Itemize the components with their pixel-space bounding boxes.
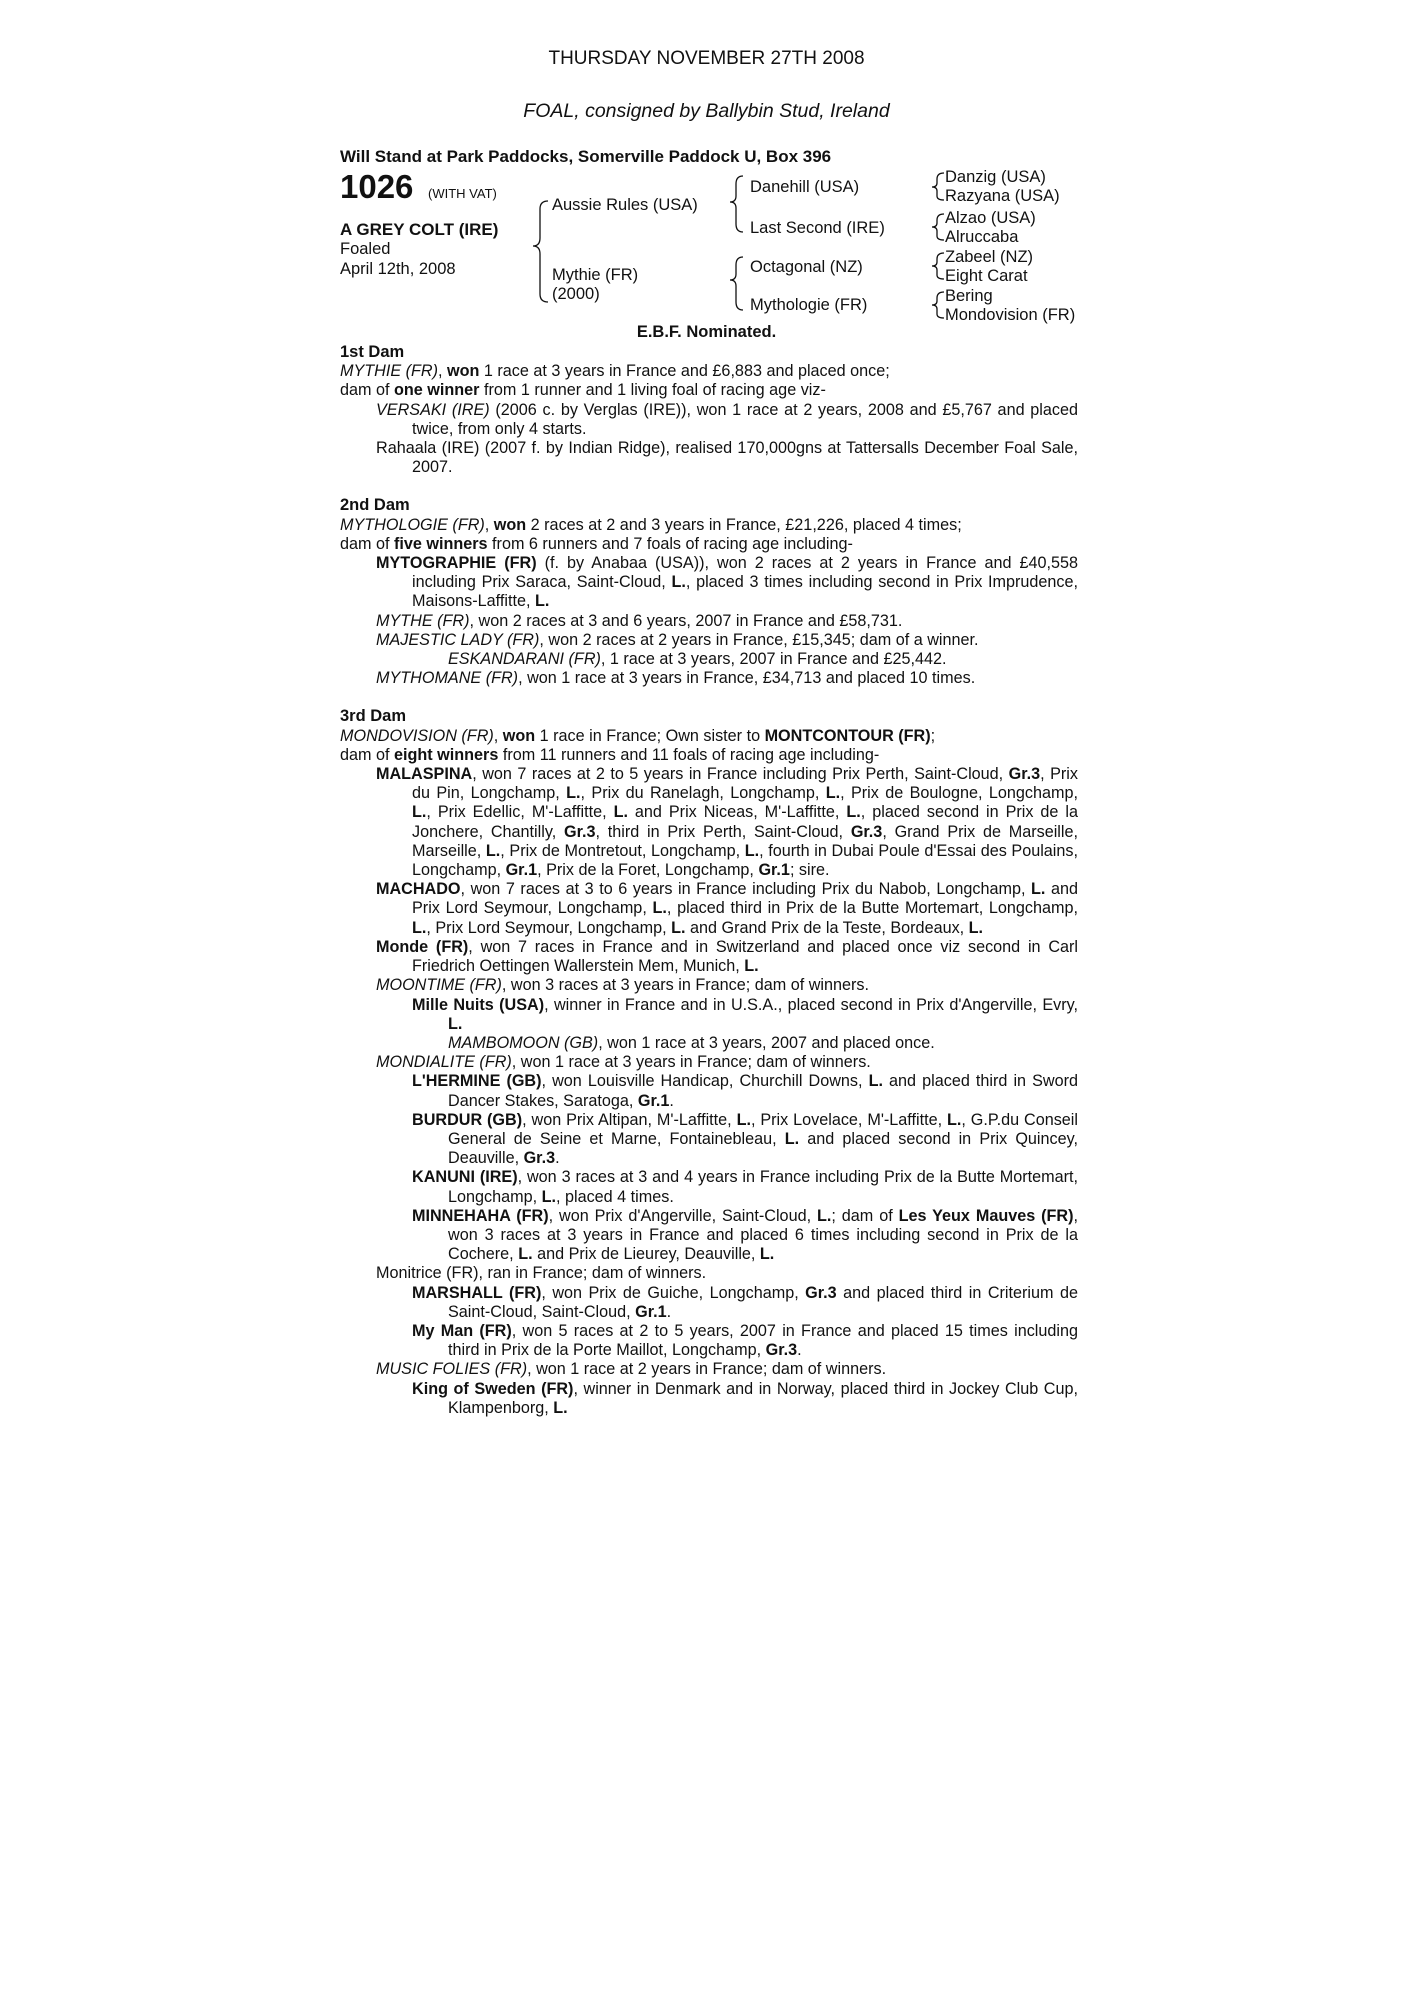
text-run: L. <box>1031 880 1046 899</box>
text-run: , winner in Denmark and in Norway, placed third in Jockey Club Cup, Klampenborg, <box>448 1379 1078 1417</box>
text-run: , placed 3 times including second in Prix Imprudence, Maisons-Laffitte, <box>412 573 1078 611</box>
produce-entry <box>340 1360 1078 1379</box>
text-run: VERSAKI (IRE) <box>376 400 490 419</box>
text-run: , won 2 races at 2 years in France, £15,345; dam of a winner. <box>539 630 979 649</box>
produce-entry <box>340 1053 1078 1072</box>
produce-entry <box>340 1264 1078 1283</box>
text-run: MARSHALL (FR) <box>412 1283 542 1302</box>
produce-entry <box>340 1322 1078 1360</box>
text-run: MAJESTIC LADY (FR) <box>376 630 540 649</box>
text-run: five winners <box>394 534 488 553</box>
text-run: Rahaala (IRE) (2007 f. by Indian Ridge), realised 170,000gns at Tattersalls December Foal Sale, 2007. <box>376 439 1078 477</box>
first-dam-heading: 1st Dam <box>340 343 405 361</box>
text-run: , <box>484 515 494 534</box>
text-run: . <box>666 1302 672 1321</box>
text-run: ESKANDARANI (FR) <box>448 650 601 669</box>
text-run: , <box>493 726 503 745</box>
pedigree-sire: Aussie Rules (USA) <box>552 196 698 214</box>
pedigree-dam: Mythie (FR) <box>552 266 639 284</box>
produce-entry <box>340 1072 1078 1110</box>
text-run: from 6 runners and 7 foals of racing age including- <box>487 534 853 553</box>
pedigree-ggp-3: Alzao (USA) <box>945 209 1036 227</box>
text-run: , third in Prix Perth, Saint-Cloud, <box>595 822 851 841</box>
text-run: , <box>438 362 448 381</box>
text-run: , Prix de Boulogne, Longchamp, <box>840 784 1078 803</box>
text-run: , placed second in Prix de la Jonchere, Chantilly, <box>412 803 1078 841</box>
third-dam-line <box>340 727 1078 746</box>
text-run: , won 7 races at 2 to 5 years in France including Prix Perth, Saint-Cloud, <box>472 765 1009 784</box>
text-run: L. <box>784 1129 800 1148</box>
text-run: , won 3 races at 3 years in France; dam of winners. <box>501 976 869 995</box>
second-dam-line <box>340 516 1078 535</box>
produce-entry <box>340 401 1078 439</box>
produce-entry <box>340 631 1078 650</box>
text-run: MALASPINA <box>376 765 473 784</box>
catalogue-body <box>340 343 1078 1418</box>
produce-entry <box>340 1380 1078 1418</box>
pedigree-ggp-6: Eight Carat <box>945 267 1028 285</box>
text-run: L. <box>448 1014 463 1033</box>
text-run: (2006 c. by Verglas (IRE)), won 1 race at 2 years, 2008 and £5,767 and placed twice, from only 4 starts. <box>412 400 1078 438</box>
text-run: , 1 race at 3 years, 2007 in France and £25,442. <box>600 650 947 669</box>
text-run: L. <box>825 784 841 803</box>
text-run: My Man (FR) <box>412 1321 512 1340</box>
text-run: . <box>669 1091 674 1110</box>
produce-entry <box>340 880 1078 938</box>
text-run: and placed third in Sword Dancer Stakes, Saratoga, <box>448 1072 1079 1110</box>
produce-entry <box>340 765 1078 880</box>
text-run: one winner <box>394 381 480 400</box>
produce-entry <box>340 1168 1078 1206</box>
produce-entry <box>340 938 1078 976</box>
text-run: L. <box>671 918 686 937</box>
text-run: Gr.1 <box>637 1091 670 1110</box>
text-run: L. <box>816 1206 832 1225</box>
text-run: eight winners <box>394 745 499 764</box>
text-run: Monde (FR) <box>376 937 469 956</box>
text-run: and Prix de Lieurey, Deauville, <box>532 1245 760 1264</box>
text-run: Gr.3 <box>850 822 883 841</box>
text-run: Gr.3 <box>1008 765 1041 784</box>
text-run: from 11 runners and 11 foals of racing age including- <box>498 745 880 764</box>
text-run: won <box>447 362 480 381</box>
text-run: Gr.3 <box>765 1341 798 1360</box>
text-run: and placed second in Prix Quincey, Deauville, <box>448 1129 1078 1168</box>
horse-name: A GREY COLT (IRE) <box>340 220 499 239</box>
text-run: MINNEHAHA (FR) <box>412 1206 549 1225</box>
text-run: Gr.1 <box>758 861 790 880</box>
text-run: 1 race at 3 years in France and £6,883 and placed once; <box>479 362 890 381</box>
ebf-note: E.B.F. Nominated. <box>636 323 777 341</box>
foaled-label: Foaled <box>340 240 391 258</box>
text-run: Gr.3 <box>564 822 596 841</box>
text-run: , won 1 race at 3 years in France, £34,713 and placed 10 times. <box>518 669 976 688</box>
text-run: MONDOVISION (FR) <box>340 726 494 745</box>
text-run: , Prix de Montretout, Longchamp, <box>500 841 745 860</box>
pedigree-sire-dam: Last Second (IRE) <box>750 219 885 237</box>
text-run: , Prix Edellic, M'-Laffitte, <box>426 803 614 822</box>
pedigree-ggp-5: Zabeel (NZ) <box>945 248 1034 266</box>
text-run: L. <box>947 1110 962 1129</box>
produce-entry <box>340 1207 1078 1265</box>
text-run: Mille Nuits (USA) <box>412 995 545 1014</box>
text-run: and Prix Niceas, M'-Laffitte, <box>627 803 847 822</box>
text-run: dam of <box>340 745 394 764</box>
text-run: MYTHOLOGIE (FR) <box>340 515 485 534</box>
text-run: L. <box>744 957 759 976</box>
pedigree-dam-sire: Octagonal (NZ) <box>750 258 863 276</box>
text-run: , won 1 race at 2 years in France; dam of winners. <box>527 1360 887 1379</box>
text-run: L. <box>412 918 427 937</box>
third-dam-heading: 3rd Dam <box>340 707 407 726</box>
text-run: . <box>555 1149 560 1168</box>
produce-entry <box>340 996 1078 1034</box>
pedigree-ggp-7: Bering <box>945 287 993 305</box>
text-run: L. <box>744 841 760 860</box>
produce-entry <box>340 976 1078 995</box>
text-run: L. <box>485 841 501 860</box>
produce-entry <box>340 612 1078 631</box>
text-run: MYTHIE (FR) <box>340 362 439 381</box>
lot-number: 1026 <box>340 168 414 205</box>
text-run: , won 5 races at 2 to 5 years, 2007 in France and placed 15 times including third in Prix de la Porte Maillot, Longchamp, <box>448 1321 1079 1360</box>
produce-entry <box>340 554 1078 612</box>
text-run: MONTCONTOUR (FR) <box>764 726 931 745</box>
text-run: BURDUR (GB) <box>412 1110 523 1129</box>
produce-entry <box>340 1284 1078 1322</box>
text-run: L. <box>759 1245 775 1264</box>
text-run: (f. by Anabaa (USA)), won 2 races at 2 years in France and £40,558 including Prix Saraca, Saint-Cloud, <box>412 554 1078 592</box>
pedigree-dam-year: (2000) <box>552 285 600 303</box>
text-run: L. <box>846 803 861 822</box>
text-run: Gr.3 <box>805 1283 837 1302</box>
text-run: , won 1 race at 3 years, 2007 and placed once. <box>598 1033 935 1052</box>
second-dam-produce-line <box>340 535 1078 554</box>
sale-date: THURSDAY NOVEMBER 27TH 2008 <box>548 48 865 69</box>
text-run: L. <box>652 899 667 918</box>
text-run: , Grand Prix de Marseille, Marseille, <box>412 822 1078 860</box>
text-run: and Prix Lord Seymour, Longchamp, <box>412 880 1078 918</box>
text-run: King of Sweden (FR) <box>412 1379 574 1398</box>
pedigree-dam-dam: Mythologie (FR) <box>750 296 868 314</box>
first-dam-produce-line <box>340 381 1078 400</box>
text-run: , won 1 race at 3 years in France; dam of winners. <box>511 1053 871 1072</box>
text-run: Gr.1 <box>505 861 538 880</box>
pedigree-ggp-4: Alruccaba <box>945 228 1019 246</box>
pedigree-ggp-8: Mondovision (FR) <box>945 306 1076 324</box>
text-run: won <box>502 726 536 745</box>
vat-note: (WITH VAT) <box>428 186 497 201</box>
text-run: , won 2 races at 3 and 6 years, 2007 in France and £58,731. <box>469 611 903 630</box>
produce-entry <box>340 439 1078 477</box>
text-run: L. <box>518 1245 533 1264</box>
text-run: , won 3 races at 3 and 4 years in France including Prix de la Butte Mortemart, Longchamp, <box>448 1168 1078 1206</box>
produce-entry <box>340 650 1078 669</box>
text-run: , Prix Lord Seymour, Longchamp, <box>426 918 672 937</box>
text-run: 2 races at 2 and 3 years in France, £21,226, placed 4 times; <box>526 515 962 534</box>
text-run: L. <box>736 1110 751 1129</box>
text-run: ; sire. <box>789 861 830 880</box>
text-run: , Prix Lovelace, M'-Laffitte, <box>750 1110 948 1129</box>
text-run: , won 7 races in France and in Switzerland and placed once viz second in Carl Friedrich Oettingen Wallerstein Mem, Munich, <box>412 937 1078 976</box>
text-run: , placed third in Prix de la Butte Mortemart, Longchamp, <box>666 899 1078 918</box>
text-run: , placed 4 times. <box>555 1187 674 1206</box>
pedigree-sire-sire: Danehill (USA) <box>750 178 860 196</box>
text-run: , won 7 races at 3 to 6 years in France including Prix du Nabob, Longchamp, <box>460 880 1032 899</box>
text-run: and Grand Prix de la Teste, Bordeaux, <box>685 918 969 937</box>
first-dam-line <box>340 362 1078 381</box>
pedigree-brackets <box>0 0 1413 330</box>
text-run: , won Prix Altipan, M'-Laffitte, <box>522 1110 737 1129</box>
text-run: from 1 runner and 1 living foal of racing age viz- <box>479 381 826 400</box>
text-run: MYTHE (FR) <box>376 611 470 630</box>
text-run: MONDIALITE (FR) <box>376 1053 512 1072</box>
text-run: , won Louisville Handicap, Churchill Downs, <box>541 1072 869 1091</box>
text-run: MYTOGRAPHIE (FR) <box>376 554 537 573</box>
text-run: KANUNI (IRE) <box>412 1168 518 1187</box>
text-run: L. <box>868 1072 883 1091</box>
third-dam-produce-line <box>340 746 1078 765</box>
text-run: dam of <box>340 381 394 400</box>
second-dam-heading: 2nd Dam <box>340 496 410 515</box>
text-run: , won 3 races at 3 years in France and placed 6 times including second in Prix de la Cochere, <box>448 1206 1078 1264</box>
text-run: 1 race in France; Own sister to <box>535 726 765 745</box>
produce-entry <box>340 669 1078 688</box>
produce-entry <box>340 1034 1078 1053</box>
text-run: Gr.3 <box>523 1149 556 1168</box>
stand-location: Will Stand at Park Paddocks, Somerville Paddock U, Box 396 <box>340 147 832 166</box>
text-run: L. <box>613 803 628 822</box>
text-run: Monitrice (FR), ran in France; dam of winners. <box>376 1264 707 1283</box>
text-run: , Prix de la Foret, Longchamp, <box>537 861 759 880</box>
text-run: , won Prix d'Angerville, Saint-Cloud, <box>548 1206 817 1225</box>
text-run: Les Yeux Mauves (FR) <box>898 1206 1074 1225</box>
text-run: L. <box>534 592 550 611</box>
text-run: , fourth in Dubai Poule d'Essai des Poulains, Longchamp, <box>412 841 1079 880</box>
pedigree-ggp-1: Danzig (USA) <box>945 168 1046 186</box>
text-run: MAMBOMOON (GB) <box>448 1033 599 1052</box>
text-run: ; dam of <box>831 1206 899 1225</box>
text-run: dam of <box>340 534 394 553</box>
text-run: , G.P.du Conseil General de Seine et Marne, Fontainebleau, <box>448 1110 1078 1148</box>
text-run: , Prix du Pin, Longchamp, <box>412 765 1078 803</box>
foaled-date: April 12th, 2008 <box>340 260 456 278</box>
text-run: , Prix du Ranelagh, Longchamp, <box>580 784 826 803</box>
text-run: L. <box>412 803 427 822</box>
text-run: L. <box>553 1398 568 1417</box>
text-run: , winner in France and in U.S.A., placed second in Prix d'Angerville, Evry, <box>544 995 1079 1014</box>
text-run: Gr.1 <box>635 1302 667 1321</box>
text-run: L. <box>566 784 581 803</box>
produce-entry <box>340 1111 1078 1169</box>
text-run: MOONTIME (FR) <box>376 976 502 995</box>
text-run: and placed third in Criterium de Saint-Cloud, Saint-Cloud, <box>448 1283 1078 1321</box>
consignment-line: FOAL, consigned by Ballybin Stud, Ireland <box>523 100 890 122</box>
pedigree-ggp-2: Razyana (USA) <box>945 187 1060 205</box>
text-run: MUSIC FOLIES (FR) <box>376 1360 528 1379</box>
text-run: L. <box>968 918 984 937</box>
text-run: won <box>493 515 527 534</box>
text-run: , won Prix de Guiche, Longchamp, <box>541 1283 806 1302</box>
text-run: L'HERMINE (GB) <box>412 1072 542 1091</box>
text-run: ; <box>930 726 936 745</box>
text-run: . <box>797 1341 802 1360</box>
text-run: MACHADO <box>376 880 461 899</box>
text-run: L. <box>541 1187 556 1206</box>
text-run: MYTHOMANE (FR) <box>376 669 519 688</box>
text-run: L. <box>671 573 686 592</box>
